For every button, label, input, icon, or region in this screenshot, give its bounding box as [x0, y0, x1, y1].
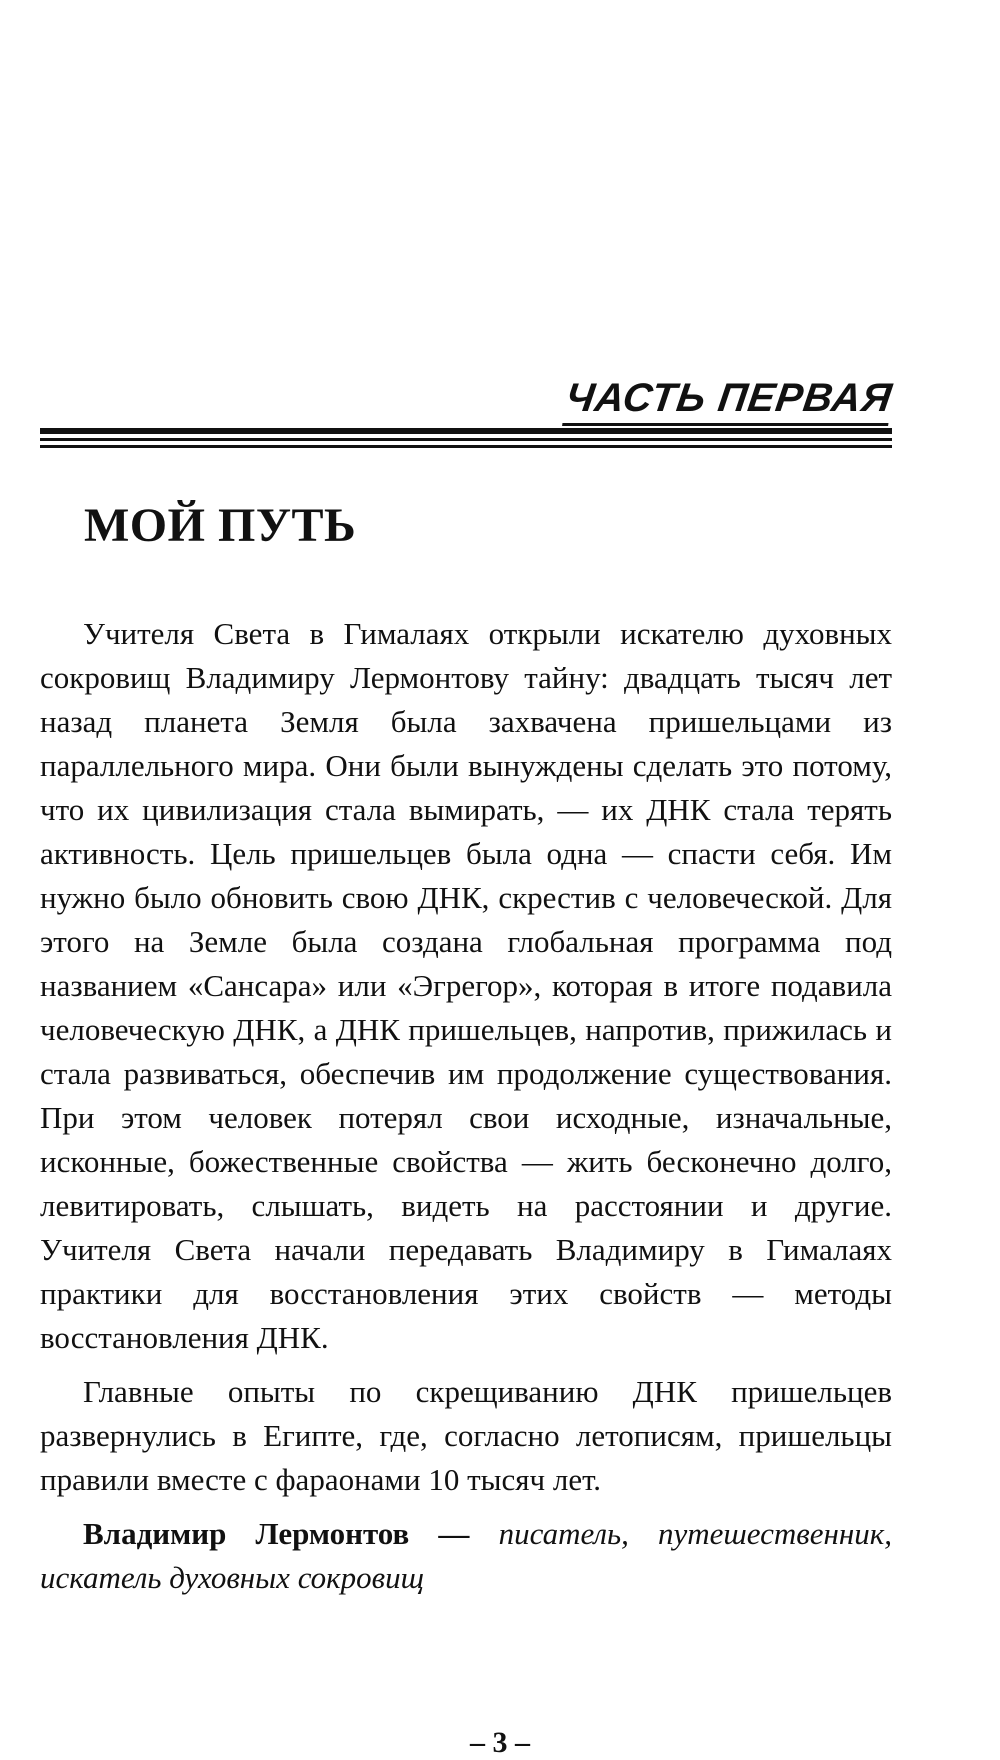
header-rules	[40, 428, 892, 452]
header-rule-thin-2	[40, 445, 892, 448]
author-description: писатель, путешественник, искатель духовных сокровищ	[40, 1516, 893, 1595]
author-bio	[40, 1512, 892, 1600]
author-name: Владимир Лермонтов —	[83, 1516, 470, 1551]
page-number: – 3 –	[470, 1726, 530, 1759]
part-label-text: ЧАСТЬ ПЕРВАЯ	[562, 376, 896, 420]
paragraph-2: Главные опыты по скрещиванию ДНК пришельцев развернулись в Египте, где, согласно летописям, пришельцы правили вместе с фараонами 10 тысяч лет.	[40, 1374, 892, 1497]
body-text	[40, 612, 892, 1600]
part-label	[563, 378, 895, 418]
header-rule-thick	[40, 428, 892, 434]
chapter-title: МОЙ ПУТЬ	[84, 499, 357, 553]
part-label-underline	[562, 423, 888, 426]
paragraph-1: Учителя Света в Гималаях открыли искателю духовных сокровищ Владимиру Лермонтову тайну: двадцать тысяч лет назад планета Земля была захвачена пришельцами из параллельного мира. Они были вынуждены сделать это потому, что их цивилизация стала вымирать, — их ДНК стала терять активность. Цель пришельцев была одна — спасти себя. Им нужно было обновить свою ДНК, скрестив с человеческой. Для этого на Земле была создана глобальная программа под названием «Сансара» или «Эгрегор», которая в итоге подавила человеческую ДНК, а ДНК пришельцев, напротив, прижилась и стала развиваться, обеспечив им продолжение существования. При этом человек потерял свои исходные, изначальные, исконные, божественные свойства — жить бесконечно долго, левитировать, слышать, видеть на расстоянии и другие. Учителя Света начали передавать Владимиру в Гималаях практики для восстановления этих свойств — методы восстановления ДНК.	[40, 616, 892, 1355]
header-rule-thin-1	[40, 438, 892, 441]
